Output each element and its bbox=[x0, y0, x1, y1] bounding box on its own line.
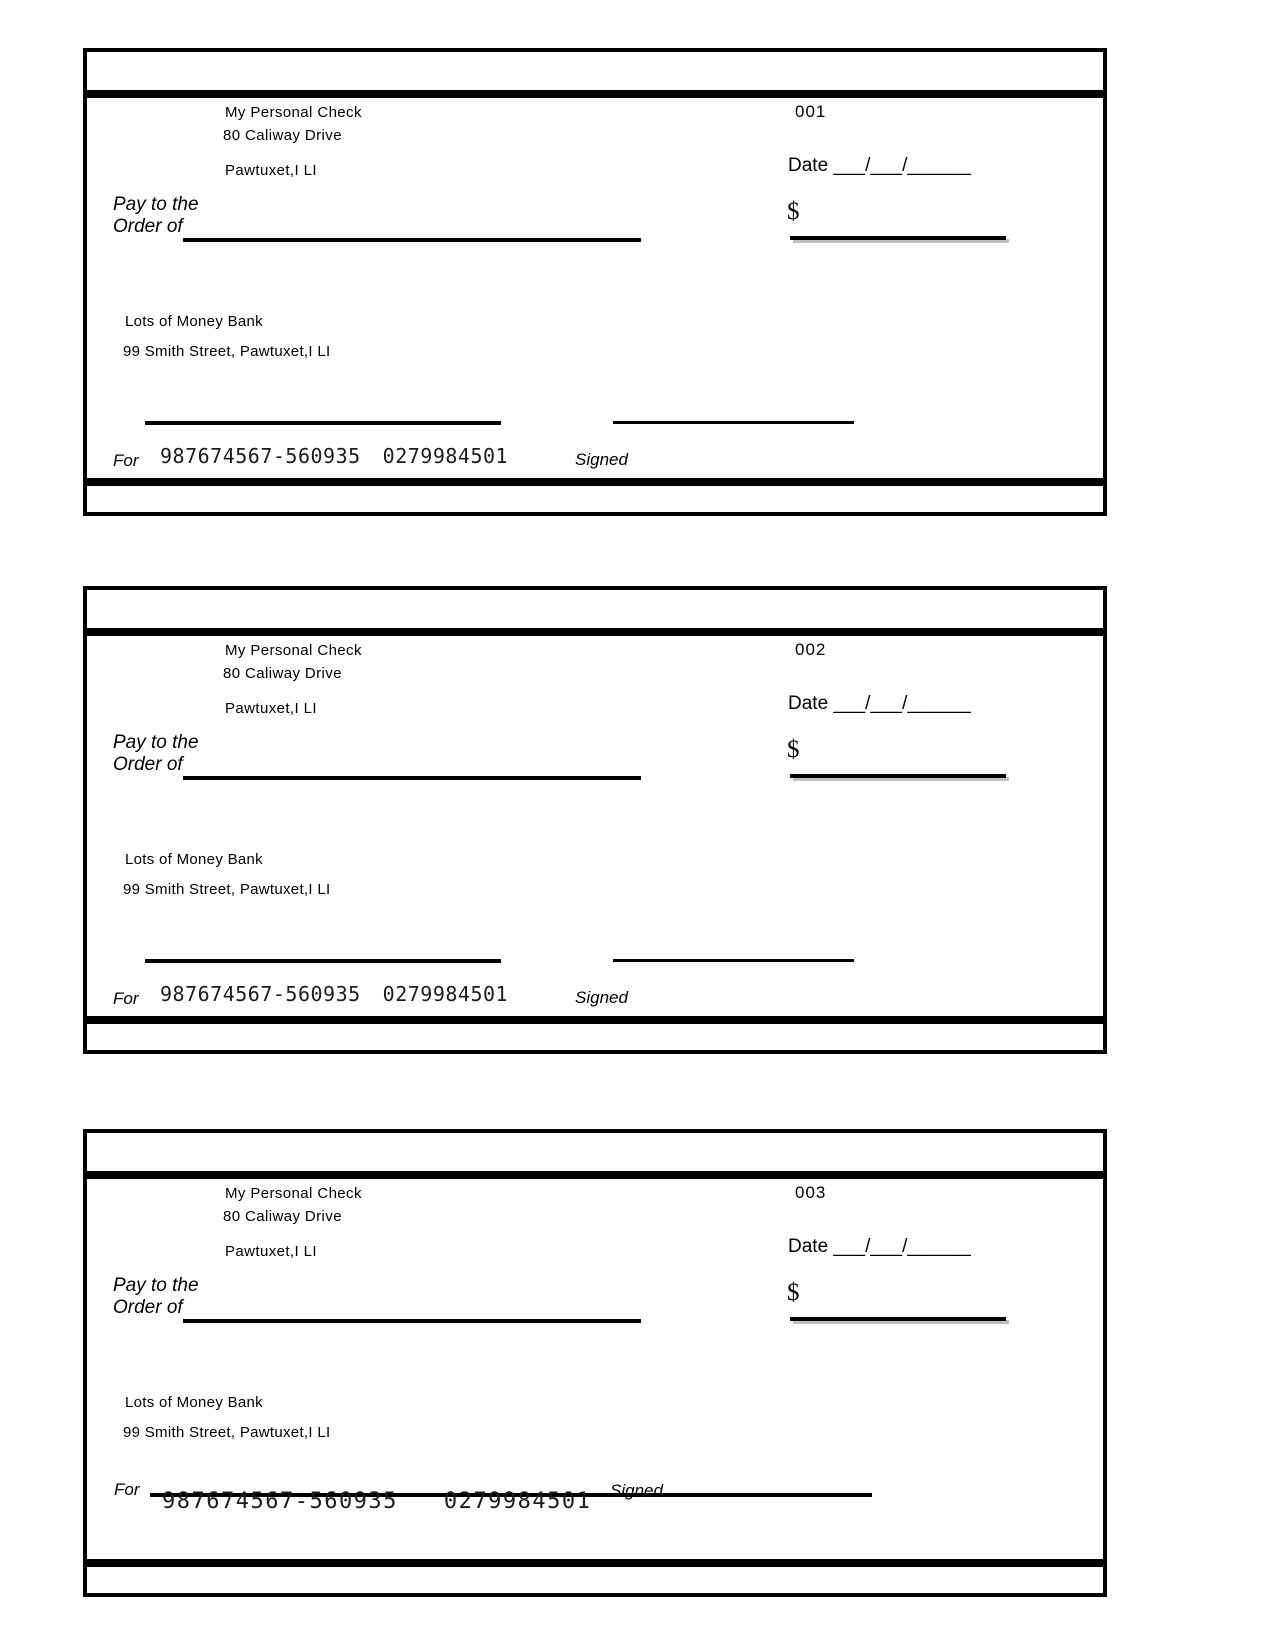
signed-label: Signed bbox=[610, 1481, 663, 1500]
payer-address-line2: Pawtuxet,I LI bbox=[225, 1243, 317, 1260]
check-block-002 bbox=[83, 586, 1107, 1054]
micr-routing-account: 987674567-560935 bbox=[160, 444, 361, 468]
payee-fill-line[interactable] bbox=[183, 776, 641, 780]
check-number: 003 bbox=[795, 1183, 827, 1202]
signed-label: Signed bbox=[575, 988, 628, 1007]
check-number: 002 bbox=[795, 640, 827, 659]
pay-to-order-label bbox=[113, 1275, 199, 1319]
dollar-sign: $ bbox=[787, 198, 800, 225]
date-blanks[interactable]: ___/___/______ bbox=[833, 1236, 971, 1257]
date-field[interactable] bbox=[788, 1236, 971, 1258]
date-field[interactable] bbox=[788, 693, 971, 715]
check-block-001 bbox=[83, 48, 1107, 516]
dollar-sign: $ bbox=[787, 1279, 800, 1306]
bank-name: Lots of Money Bank bbox=[125, 851, 263, 868]
micr-check-serial: 0279984501 bbox=[382, 982, 509, 1006]
pay-to-line2: Order of bbox=[113, 1297, 183, 1318]
pay-to-order-label bbox=[113, 194, 199, 238]
amount-fill-line[interactable] bbox=[790, 774, 1006, 778]
for-label: For bbox=[113, 989, 139, 1008]
check-block-003 bbox=[83, 1129, 1107, 1597]
bottom-tear-rule bbox=[83, 1559, 1107, 1567]
payer-address-line1: 80 Caliway Drive bbox=[223, 127, 342, 144]
memo-fill-line[interactable] bbox=[145, 421, 501, 425]
top-tear-rule bbox=[83, 628, 1107, 636]
payee-fill-line[interactable] bbox=[183, 238, 641, 242]
memo-fill-line[interactable] bbox=[145, 959, 501, 963]
pay-to-line2: Order of bbox=[113, 216, 183, 237]
bottom-tear-rule bbox=[83, 1016, 1107, 1024]
for-label: For bbox=[113, 451, 139, 470]
bank-name: Lots of Money Bank bbox=[125, 1394, 263, 1411]
for-label: For bbox=[114, 1480, 140, 1499]
micr-routing-account: 987674567-560935 bbox=[160, 982, 361, 1006]
amount-fill-line[interactable] bbox=[790, 1317, 1006, 1321]
signature-fill-line[interactable] bbox=[613, 959, 854, 962]
bank-address: 99 Smith Street, Pawtuxet,I LI bbox=[123, 881, 331, 898]
bank-address: 99 Smith Street, Pawtuxet,I LI bbox=[123, 343, 331, 360]
check-number: 001 bbox=[795, 102, 827, 121]
payer-name: My Personal Check bbox=[225, 104, 362, 121]
amount-fill-line[interactable] bbox=[790, 236, 1006, 240]
signature-fill-line[interactable] bbox=[613, 421, 854, 424]
top-tear-rule bbox=[83, 1171, 1107, 1179]
pay-to-line1: Pay to the bbox=[113, 194, 199, 215]
date-blanks[interactable]: ___/___/______ bbox=[833, 155, 971, 176]
payer-address-line1: 80 Caliway Drive bbox=[223, 1208, 342, 1225]
signed-label: Signed bbox=[575, 450, 628, 469]
pay-to-line2: Order of bbox=[113, 754, 183, 775]
payer-name: My Personal Check bbox=[225, 1185, 362, 1202]
bottom-tear-rule bbox=[83, 478, 1107, 486]
dollar-sign: $ bbox=[787, 736, 800, 763]
micr-check-serial: 0279984501 bbox=[382, 444, 509, 468]
pay-to-line1: Pay to the bbox=[113, 732, 199, 753]
top-tear-rule bbox=[83, 90, 1107, 98]
pay-to-line1: Pay to the bbox=[113, 1275, 199, 1296]
date-label: Date bbox=[788, 693, 829, 714]
payer-address-line2: Pawtuxet,I LI bbox=[225, 700, 317, 717]
micr-number bbox=[162, 1489, 591, 1514]
bank-name: Lots of Money Bank bbox=[125, 313, 263, 330]
payee-fill-line[interactable] bbox=[183, 1319, 641, 1323]
date-field[interactable] bbox=[788, 155, 971, 177]
date-label: Date bbox=[788, 1236, 829, 1257]
date-blanks[interactable]: ___/___/______ bbox=[833, 693, 971, 714]
micr-number bbox=[160, 444, 508, 468]
payer-address-line1: 80 Caliway Drive bbox=[223, 665, 342, 682]
micr-check-serial: 0279984501 bbox=[443, 1489, 592, 1514]
date-label: Date bbox=[788, 155, 829, 176]
pay-to-order-label bbox=[113, 732, 199, 776]
micr-number bbox=[160, 982, 508, 1006]
micr-routing-account: 987674567-560935 bbox=[162, 1489, 398, 1514]
payer-name: My Personal Check bbox=[225, 642, 362, 659]
bank-address: 99 Smith Street, Pawtuxet,I LI bbox=[123, 1424, 331, 1441]
payer-address-line2: Pawtuxet,I LI bbox=[225, 162, 317, 179]
